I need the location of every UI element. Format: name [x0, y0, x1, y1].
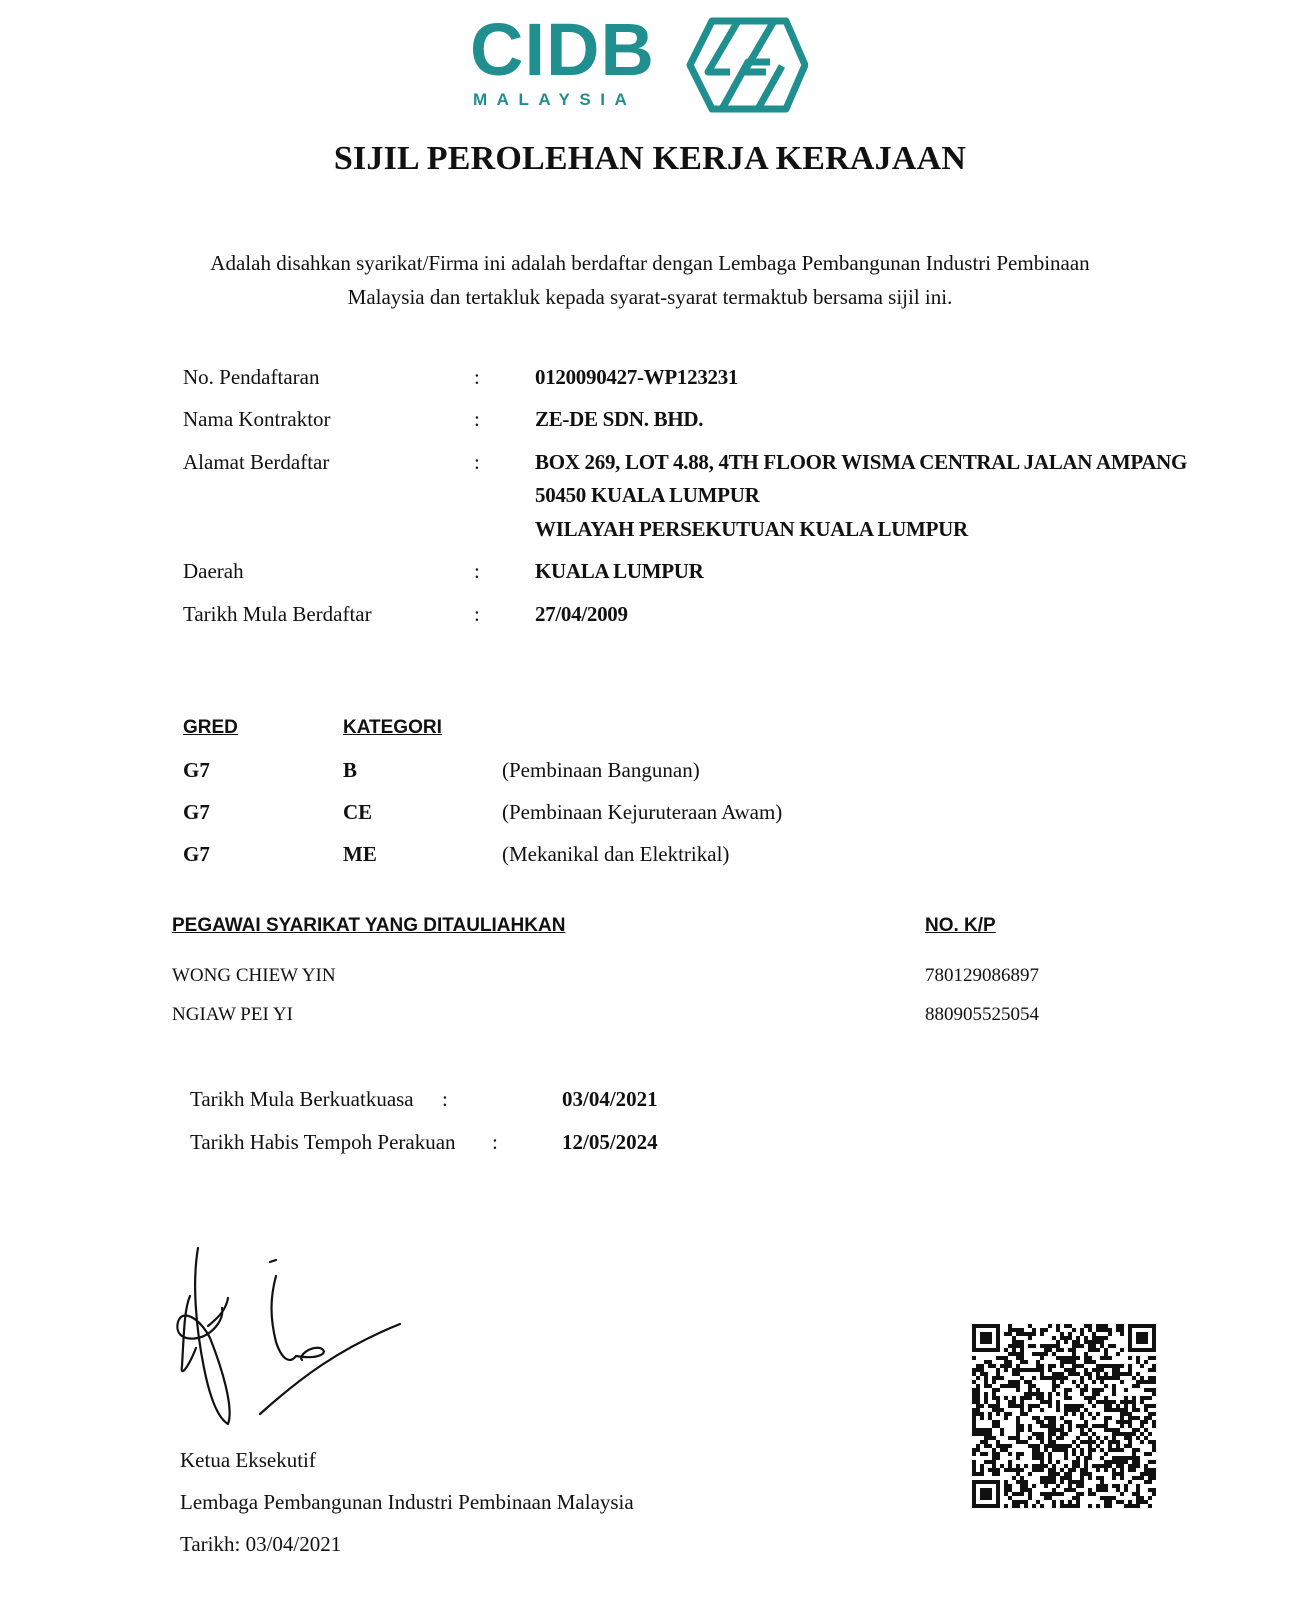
signature-date: Tarikh: 03/04/2021 [180, 1532, 342, 1556]
colon: : [474, 559, 480, 583]
category-description: (Mekanikal dan Elektrikal) [502, 842, 730, 866]
address-label: Alamat Berdaftar [183, 450, 330, 474]
address-line-1: BOX 269, LOT 4.88, 4TH FLOOR WISMA CENTRAL JALAN AMPANG [535, 450, 1188, 474]
signatory-organization: Lembaga Pembangunan Industri Pembinaan Malaysia [180, 1490, 634, 1514]
ic-header: NO. K/P [925, 915, 996, 936]
contractor-name-value: ZE-DE SDN. BHD. [535, 407, 704, 431]
officer-name: NGIAW PEI YI [172, 1004, 293, 1025]
address-line-2: 50450 KUALA LUMPUR [535, 483, 760, 507]
validity-end-label: Tarikh Habis Tempoh Perakuan [190, 1130, 456, 1154]
officer-name: WONG CHIEW YIN [172, 965, 336, 986]
address-line-3: WILAYAH PERSEKUTUAN KUALA LUMPUR [535, 517, 968, 541]
cidb-logo [470, 10, 810, 114]
district-value: KUALA LUMPUR [535, 559, 704, 583]
registration-date-value: 27/04/2009 [535, 602, 628, 626]
intro-line-1: Adalah disahkan syarikat/Firma ini adalah berdaftar dengan Lembaga Pembangunan Industri Pembinaan [210, 251, 1090, 275]
grade-cell: G7 [183, 800, 210, 824]
colon: : [474, 602, 480, 626]
certificate-title: SIJIL PEROLEHAN KERJA KERAJAAN [333, 140, 967, 177]
colon: : [474, 450, 480, 474]
validity-start-value: 03/04/2021 [562, 1087, 658, 1111]
colon: : [474, 407, 480, 431]
category-cell: B [343, 758, 358, 782]
signature-image [170, 1238, 410, 1438]
registration-date-label: Tarikh Mula Berdaftar [183, 602, 372, 626]
colon: : [474, 365, 480, 389]
registration-no-label: No. Pendaftaran [183, 365, 320, 389]
grade-cell: G7 [183, 758, 210, 782]
contractor-name-label: Nama Kontraktor [183, 407, 331, 431]
validity-end-value: 12/05/2024 [562, 1130, 658, 1154]
grade-header: GRED [183, 717, 238, 738]
logo-hexagon-icon [678, 16, 808, 114]
category-description: (Pembinaan Kejuruteraan Awam) [502, 800, 783, 824]
registration-no-value: 0120090427-WP123231 [535, 365, 739, 389]
officers-header: PEGAWAI SYARIKAT YANG DITAULIAHKAN [172, 915, 566, 936]
intro-paragraph [150, 246, 1150, 314]
colon: : [492, 1130, 498, 1154]
district-label: Daerah [183, 559, 244, 583]
logo-wordmark: CIDB [470, 8, 655, 91]
qr-code-icon [972, 1324, 1156, 1508]
grade-cell: G7 [183, 842, 210, 866]
category-cell: ME [343, 842, 377, 866]
category-cell: CE [343, 800, 373, 824]
validity-start-label: Tarikh Mula Berkuatkuasa [190, 1087, 414, 1111]
signatory-position: Ketua Eksekutif [180, 1448, 316, 1472]
officer-ic: 780129086897 [925, 965, 1039, 986]
category-description: (Pembinaan Bangunan) [502, 758, 700, 782]
logo-subtitle: MALAYSIA [473, 90, 637, 109]
intro-line-2: Malaysia dan tertakluk kepada syarat-syarat termaktub bersama sijil ini. [347, 285, 953, 309]
officer-ic: 880905525054 [925, 1004, 1039, 1025]
category-header: KATEGORI [343, 717, 442, 738]
colon: : [442, 1087, 448, 1111]
